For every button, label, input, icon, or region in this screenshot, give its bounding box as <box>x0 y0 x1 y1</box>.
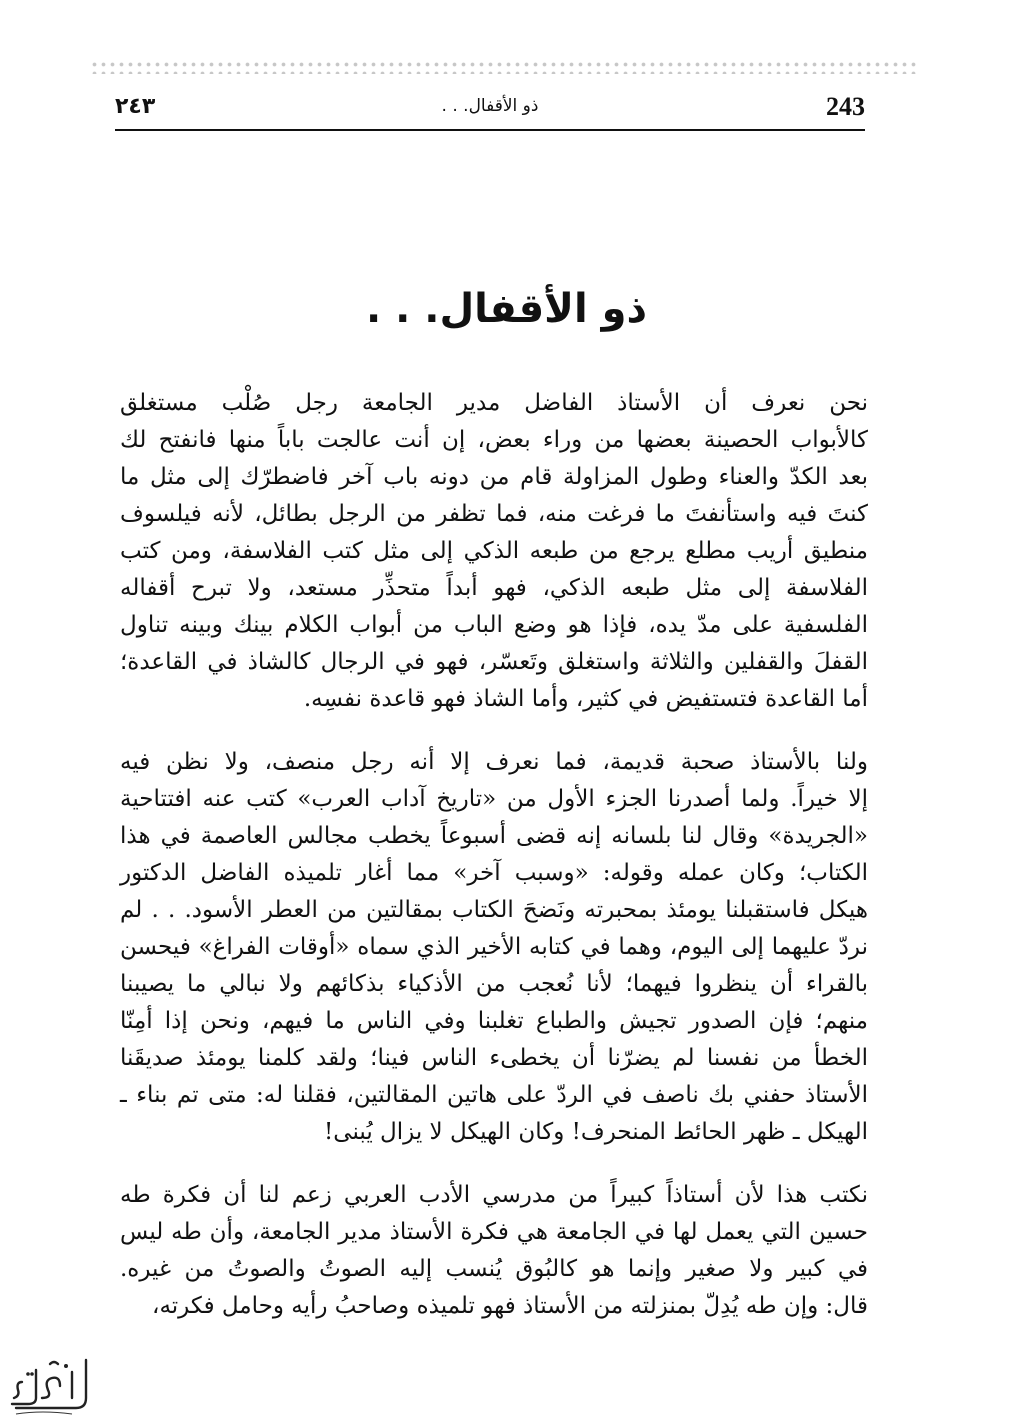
header-ornament <box>90 60 920 74</box>
text-line: الخطأ من نفسنا لم يضرّنا أن يخطىء الناس فينا؛ ولقد كلمنا يومئذ صديقَنا <box>120 1045 868 1071</box>
running-title: ذو الأقفال. . . <box>441 96 539 116</box>
text-line: ولنا بالأستاذ صحبة قديمة، فما نعرف إلا أنه رجل منصف، ولا نظن فيه <box>120 749 868 775</box>
text-line: الكتاب؛ وكان عمله وقوله: «وسبب آخر» مما أغار تلميذه الفاضل الدكتور <box>120 860 868 886</box>
paragraph <box>120 1177 868 1325</box>
paragraph <box>120 385 868 718</box>
text-line: نحن نعرف أن الأستاذ الفاضل مدير الجامعة رجل صُلْب مستغلق <box>120 390 868 416</box>
text-line: «الجريدة» وقال لنا بلسانه إنه قضى أسبوعاً يخطب مجالس العاصمة في هذا <box>120 823 868 849</box>
text-line: الفلاسفة إلى مثل طبعه الذكي، فهو أبداً متحذِّر مستعد، ولا تبرح أقفاله <box>120 575 868 601</box>
text-line: حسين التي يعمل لها في الجامعة هي فكرة الأستاذ مدير الجامعة، وأن طه ليس <box>120 1219 868 1245</box>
text-line: منهم؛ فإن الصدور تجيش والطباع تغلبنا وفي الناس ما فيهم، ونحن إذا أمِنّا <box>120 1008 868 1034</box>
text-line: نكتب هذا لأن أستاذاً كبيراً من مدرسي الأدب العربي زعم لنا أن فكرة طه <box>120 1182 868 1208</box>
watermark-logo-icon <box>2 1352 94 1420</box>
text-line: بالقراء أن ينظروا فيهما؛ لأنا نُعجب من الأذكياء بذكائهم ولا نبالي ما يصيبنا <box>120 971 868 997</box>
text-line: هيكل فاستقبلنا يومئذ بمحبرته ونَضحَ الكتاب بمقالتين من العطر الأسود. . . لم <box>120 897 868 923</box>
body-text <box>120 385 868 1351</box>
text-line: الأستاذ حفني بك ناصف في الردّ على هاتين المقالتين، فقلنا له: متى تم بناء ـ <box>120 1082 868 1108</box>
text-line: الفلسفية على مدّ يده، فإذا هو وضع الباب من أبواب الكلام بينك وبينه تناول <box>120 612 868 638</box>
page-header <box>115 92 865 132</box>
chapter-title: ذو الأقفال. . . <box>366 286 647 332</box>
text-line: في كبير ولا صغير وإنما هو كالبُوق يُنسب إليه الصوتُ والصوتُ من غيره. <box>120 1256 868 1282</box>
text-line: كالأبواب الحصينة بعضها من وراء بعض، إن أنت عالجت باباً منها فانفتح لك <box>120 427 868 453</box>
text-line: نردّ عليهما إلى اليوم، وهما في كتابه الأخير الذي سماه «أوقات الفراغ» فيحسن <box>120 934 868 960</box>
text-line: منطيق أريب مطلع يرجع من طبعه الذكي إلى مثل كتب الفلاسفة، ومن كتب <box>120 538 868 564</box>
text-line: أما القاعدة فتستفيض في كثير، وأما الشاذ فهو قاعدة نفسِه. <box>303 686 868 712</box>
text-line: إلا خيراً. ولما أصدرنا الجزء الأول من «تاريخ آداب العرب» كتب عنه افتتاحية <box>120 786 868 812</box>
text-line: الهيكل ـ ظهر الحائط المنحرف! وكان الهيكل لا يزال يُبنى! <box>324 1119 868 1145</box>
page-number-arabic: ٢٤٣ <box>115 94 156 119</box>
text-line: قال: وإن طه يُدِلّ بمنزلته من الأستاذ فهو تلميذه وصاحبُ رأيه وحامل فكرته، <box>152 1293 868 1319</box>
text-line: كنتَ فيه واستأنفتَ ما فرغت منه، فما تظفر من الرجل بطائل، لأنه فيلسوف <box>120 501 868 527</box>
header-divider <box>115 129 865 131</box>
paragraph <box>120 744 868 1151</box>
text-line: القفلَ والقفلين والثلاثة واستغلق وتَعسّر، فهو في الرجال كالشاذ في القاعدة؛ <box>120 649 868 675</box>
text-line: بعد الكدّ والعناء وطول المزاولة قام من دونه باب آخر فاضطرّك إلى مثل ما <box>120 464 868 490</box>
page-number: 243 <box>826 92 865 121</box>
